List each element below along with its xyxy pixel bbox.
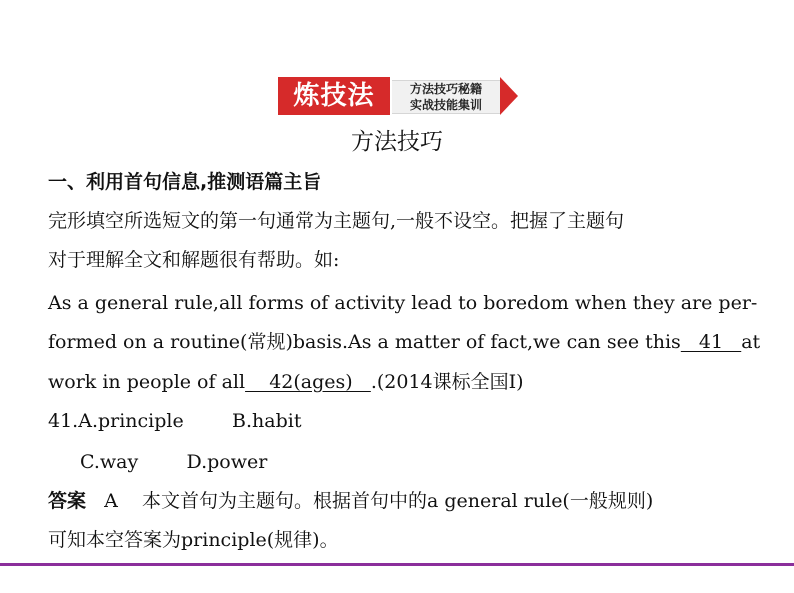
paragraph-line-2: 对于理解全文和解题很有帮助。如: [48, 249, 340, 271]
answer-label: 答案 [48, 490, 87, 512]
badge-arrow-icon [500, 77, 518, 115]
options-line-2: C.way D.power [80, 451, 268, 473]
blank-42: 42(ages) [245, 371, 371, 393]
paragraph-line-1: 完形填空所选短文的第一句通常为主题句,一般不设空。把握了主题句 [48, 210, 625, 232]
blank-41: 41 [680, 331, 742, 353]
badge-subtitle [392, 80, 500, 114]
example-line-2 [48, 329, 760, 355]
section-badge [278, 77, 518, 115]
answer-line-1 [48, 488, 653, 514]
example-line-3-source: .(2014课标全国Ⅰ) [370, 371, 524, 393]
options-line-1: 41.A.principle B.habit [48, 410, 302, 432]
badge-subtitle-line2: 实战技能集训 [409, 98, 482, 112]
example-line-1: As a general rule,all forms of activity lead to boredom when they are per- [48, 292, 758, 314]
bottom-divider [0, 563, 794, 566]
example-line-3-text: work in people of all [48, 371, 246, 393]
example-line-3 [48, 369, 524, 395]
example-line-2-tail: at [741, 331, 761, 353]
page-title: 方法技巧 [351, 129, 443, 155]
answer-text: A 本文首句为主题句。根据首句中的a general rule(一般规则) [86, 490, 654, 512]
example-line-2-text: formed on a routine(常规)basis.As a matter of fact,we can see this [48, 331, 681, 353]
badge-subtitle-line1: 方法技巧秘籍 [409, 82, 482, 96]
answer-line-2: 可知本空答案为principle(规律)。 [48, 529, 339, 551]
badge-main-label: 炼技法 [278, 77, 390, 115]
section-heading: 一、利用首句信息,推测语篇主旨 [48, 171, 322, 193]
